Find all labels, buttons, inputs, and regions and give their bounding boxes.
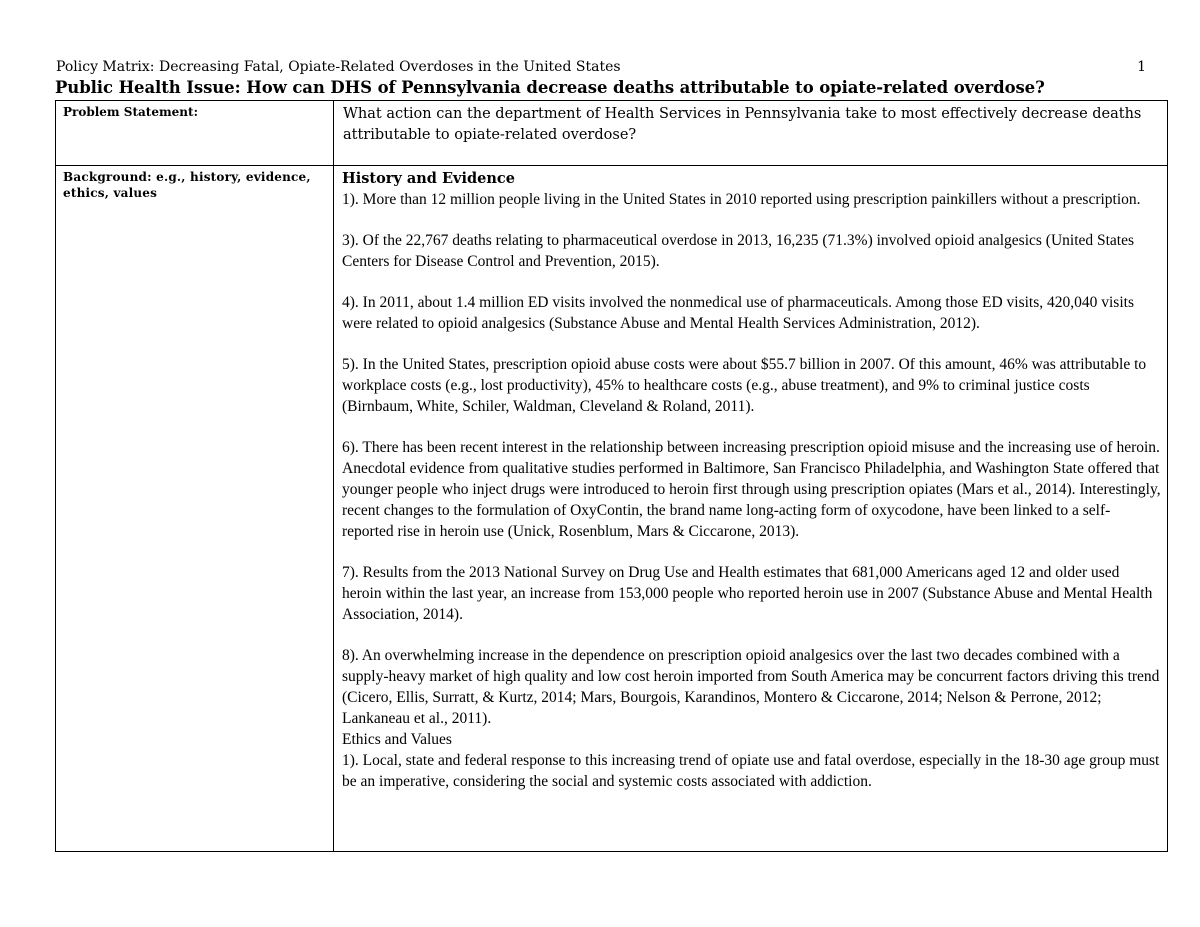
problem-statement-row	[56, 101, 1168, 166]
problem-statement-label: Problem Statement:	[56, 101, 334, 166]
problem-statement-text: What action can the department of Health Services in Pennsylvania take to most effectively decrease deaths attributable to opiate-related overdose?	[334, 101, 1168, 166]
running-header	[56, 58, 1146, 76]
evidence-item: 4). In 2011, about 1.4 million ED visits involved the nonmedical use of pharmaceuticals. Among those ED visits, 420,040 visits were related to opioid analgesics (Substance Abuse and Mental Health Services Administration, 2012).	[342, 294, 1134, 332]
evidence-item: 1). More than 12 million people living in the United States in 2010 reported using prescription painkillers without a prescription.	[342, 191, 1141, 208]
evidence-item: 8). An overwhelming increase in the dependence on prescription opioid analgesics over the last two decades combined with a supply-heavy market of high quality and low cost heroin imported from South America may be concurrent factors driving this trend (Cicero, Ellis, Surratt, & Kurtz, 2014; Mars, Bourgois, Karandinos, Montero & Ciccarone, 2014; Nelson & Perrone, 2012; Lankaneau et al., 2011).	[342, 647, 1160, 727]
evidence-list	[342, 189, 1161, 729]
evidence-item: 3). Of the 22,767 deaths relating to pharmaceutical overdose in 2013, 16,235 (71.3%) involved opioid analgesics (United States Centers for Disease Control and Prevention, 2015).	[342, 232, 1135, 270]
ethics-item: 1). Local, state and federal response to this increasing trend of opiate use and fatal overdose, especially in the 18-30 age group must be an imperative, considering the social and systemic costs associated with addiction.	[342, 752, 1160, 790]
ethics-list	[342, 750, 1161, 792]
background-label-text: Background: e.g., history, evidence, ethics, values	[63, 170, 311, 200]
evidence-item: 6). There has been recent interest in the relationship between increasing prescription opioid misuse and the increasing use of heroin. Anecdotal evidence from qualitative studies performed in Baltimore, San Francisco Philadelphia, and Washington State offered that younger people who inject drugs were introduced to heroin first through using prescription opiates (Mars et al., 2014). Interestingly, recent changes to the formulation of OxyContin, the brand name long-acting form of oxycodone, have been linked to a self-reported rise in heroin use (Unick, Rosenblum, Mars & Ciccarone, 2013).	[342, 439, 1161, 540]
evidence-item: 5). In the United States, prescription opioid abuse costs were about $55.7 billion in 2007. Of this amount, 46% was attributable to workplace costs (e.g., lost productivity), 45% to healthcare costs (e.g., abuse treatment), and 9% to criminal justice costs (Birnbaum, White, Schiler, Waldman, Cleveland & Roland, 2011).	[342, 356, 1147, 415]
background-label	[56, 166, 334, 852]
background-row	[56, 166, 1168, 852]
policy-matrix-table	[55, 100, 1168, 852]
history-evidence-heading: History and Evidence	[342, 170, 515, 187]
public-health-issue-title: Public Health Issue: How can DHS of Pennsylvania decrease deaths attributable to opiate-related overdose?	[55, 78, 1045, 97]
ethics-values-heading: Ethics and Values	[342, 731, 452, 748]
page-number: 1	[1137, 59, 1146, 75]
background-content	[334, 166, 1168, 852]
evidence-item: 7). Results from the 2013 National Survey on Drug Use and Health estimates that 681,000 Americans aged 12 and older used heroin within the last year, an increase from 153,000 people who reported heroin use in 2007 (Substance Abuse and Mental Health Association, 2014).	[342, 564, 1153, 623]
running-title: Policy Matrix: Decreasing Fatal, Opiate-Related Overdoses in the United States	[56, 59, 621, 75]
